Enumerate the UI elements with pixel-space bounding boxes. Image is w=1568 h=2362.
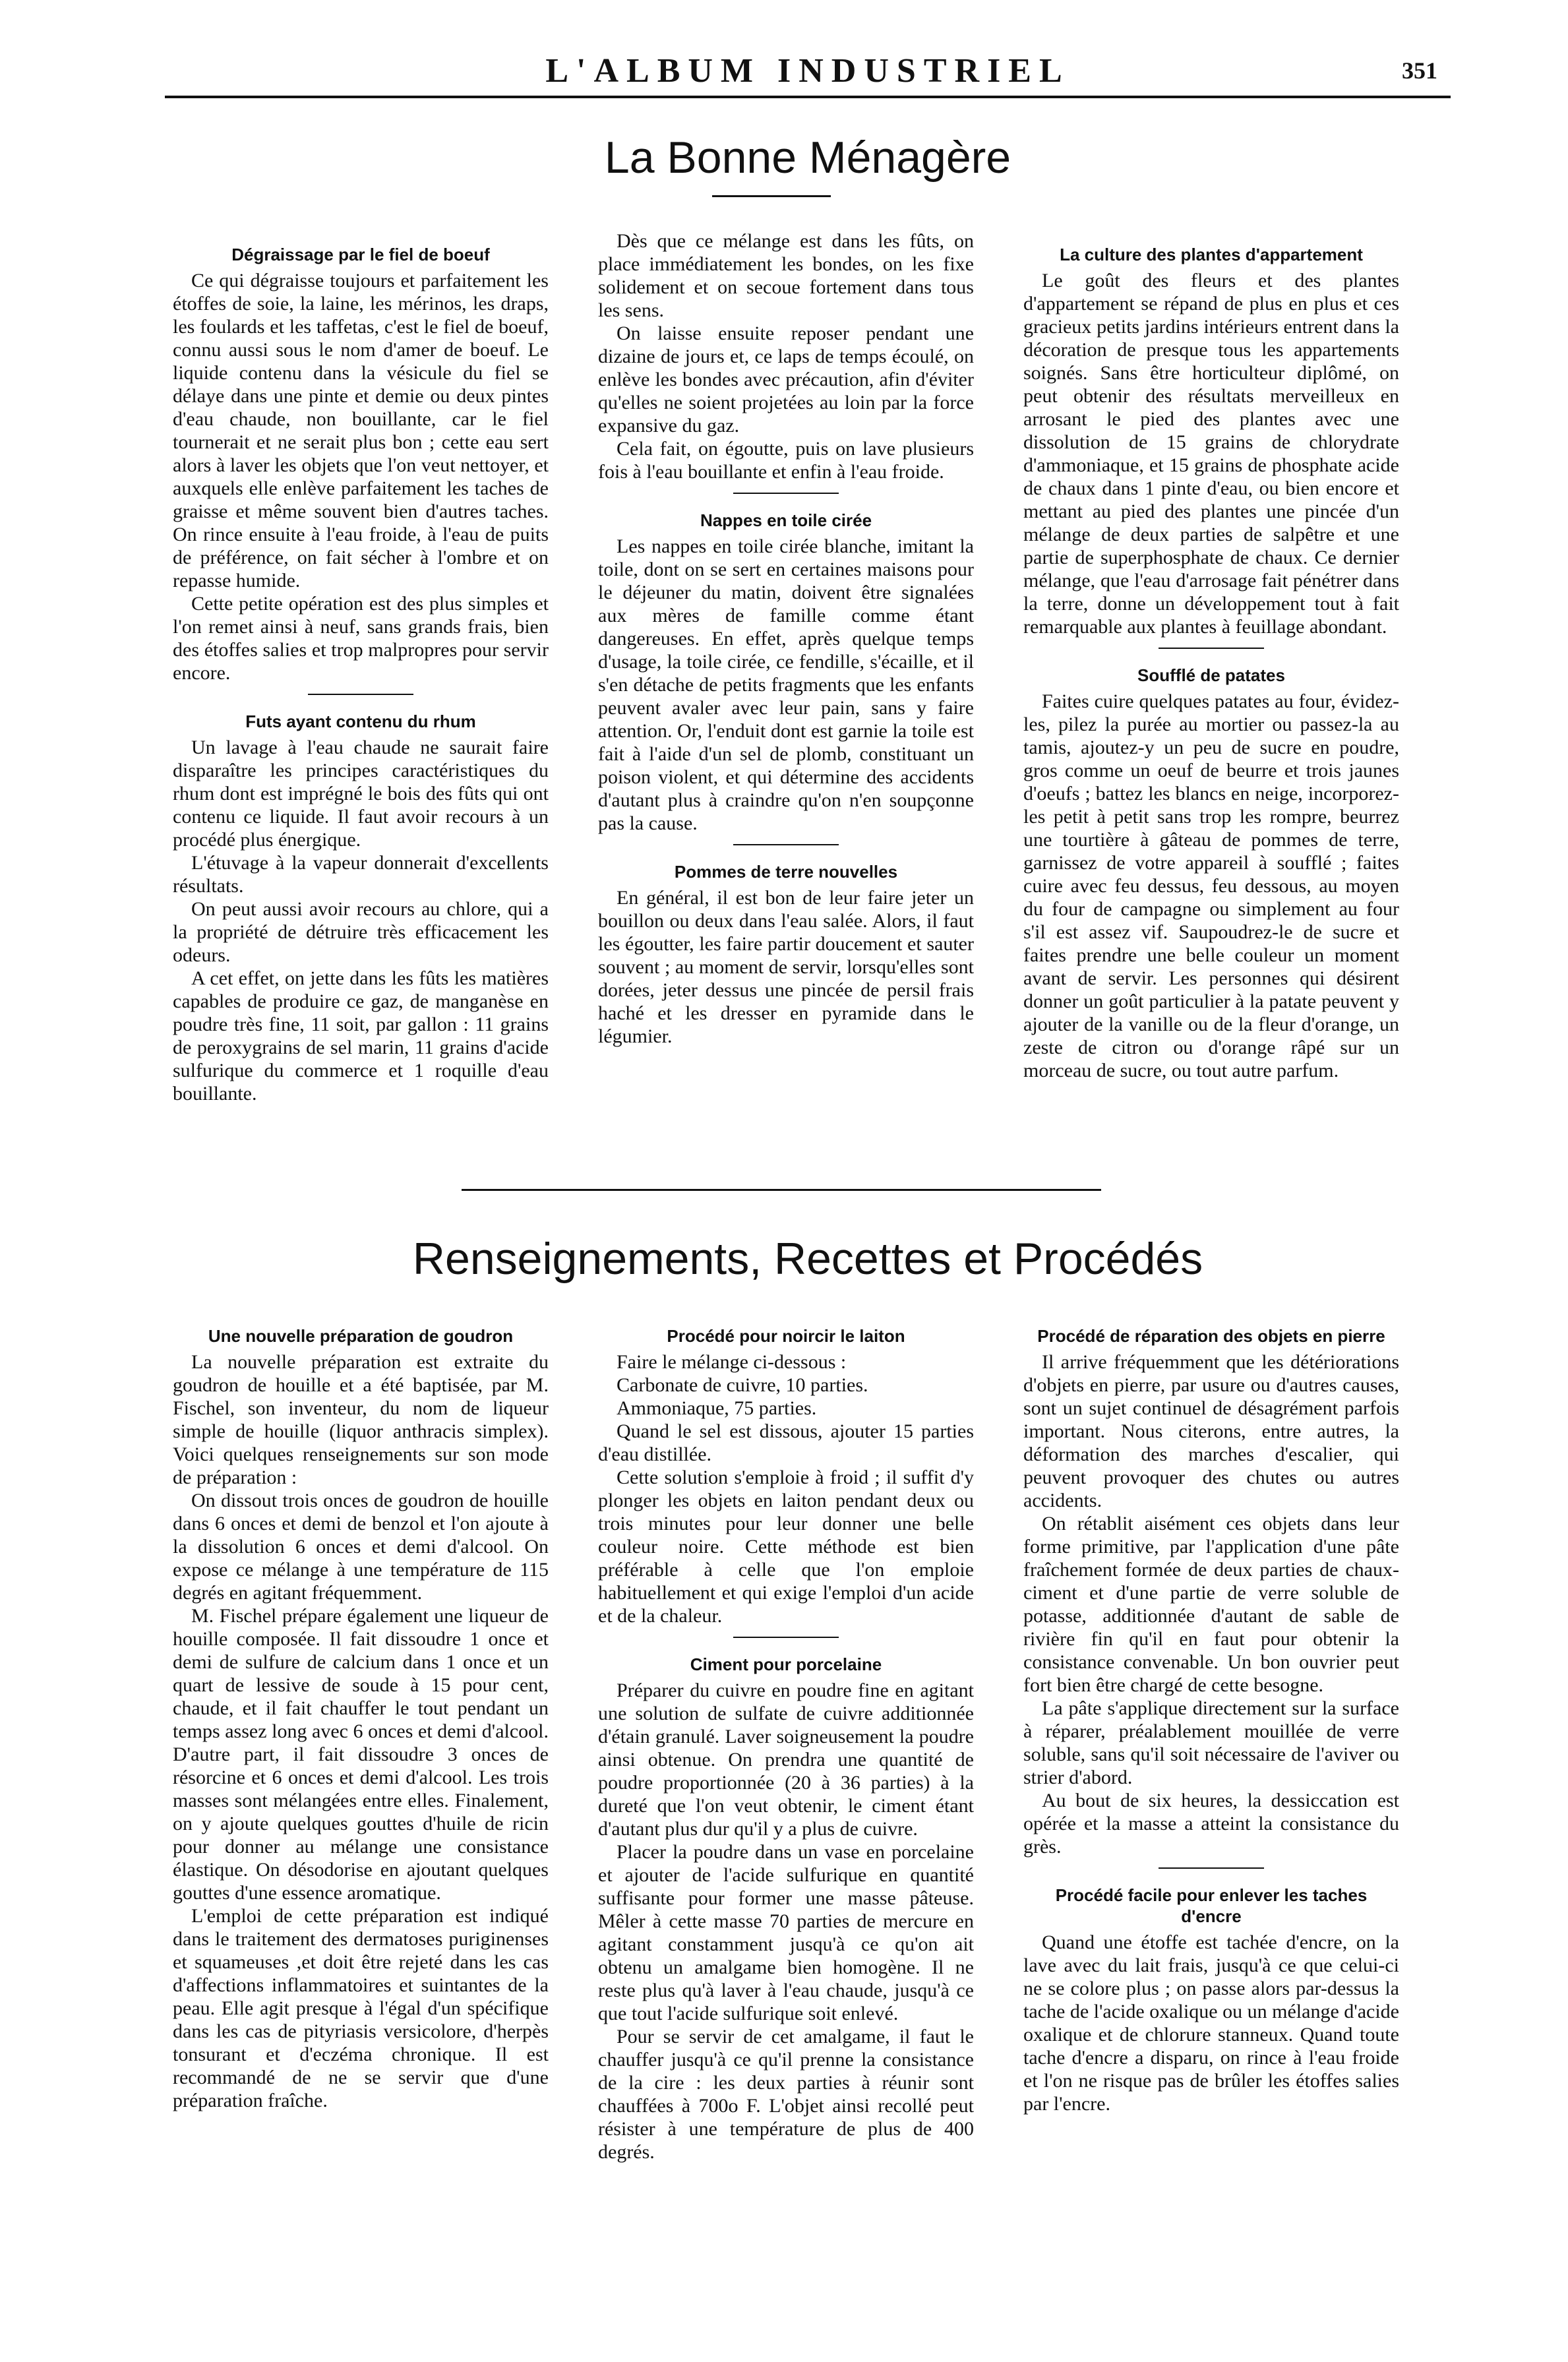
article-paragraph: Pour se servir de cet amalgame, il faut le chauffer jusqu'à ce qu'il prenne la consistance de la cire : les deux parties à réunir sont chauffées à 700o F. L'objet ainsi recollé peut résister à une température de plus de 400 degrés.: [598, 2026, 974, 2163]
article-paragraph: Ce qui dégraisse toujours et parfaitement les étoffes de soie, la laine, les mérinos, les draps, les foulards et les taffetas, c'est le fiel de boeuf, connu aussi sous le nom d'amer de boeuf. Le liquide contenu dans la vésicule du fiel se délaye dans une pinte et demie ou deux pintes d'eau chaude, non bouillante, car le fiel tournerait et ne serait plus bon ; cette eau sert alors à laver les objets que l'on veut nettoyer, et auxquels elle enlève parfaitement les taches de graisse et même souvent bien d'autres taches. On rince ensuite à l'eau froide, à l'eau de puits de préférence, on fait sécher à l'ombre et on repasse humide.: [173, 270, 549, 591]
article-paragraph: En général, il est bon de leur faire jeter un bouillon ou deux dans l'eau salée. Alors, il faut les égoutter, les faire partir doucement et sauter souvent ; au moment de servir, lorsqu'elles sont dorées, jeter dessus une pincée de persil frais haché et les dresser en pyramide dans le légumier.: [598, 887, 974, 1047]
article-paragraph: On peut aussi avoir recours au chlore, qui a la propriété de détruire très efficacement les odeurs.: [173, 898, 549, 966]
article-separator: [1159, 1867, 1264, 1869]
s2-column-2: [598, 1325, 974, 2164]
article-heading: Procédé pour noircir le laiton: [667, 1326, 905, 1346]
article-heading: Ciment pour porcelaine: [690, 1654, 882, 1674]
article-paragraph: Les nappes en toile cirée blanche, imitant la toile, dont on se sert en certaines maisons pour le déjeuner du matin, doivent être signalées aux mères de famille comme étant dangereuses. En effet, après quelque temps d'usage, la toile cirée, ce fendille, s'écaille, et il s'en détache de petits fragments que les enfants peuvent avaler avec leur pain, sans y faire attention. Or, l'enduit dont est garnie la toile est fait à l'aide d'un sel de plomb, constituant un poison violent, et qui détermine des accidents d'autant plus à craindre qu'on n'en soupçonne pas la cause.: [598, 535, 974, 834]
article-separator: [733, 1637, 839, 1638]
article-separator: [1159, 648, 1264, 649]
article-heading: Dégraissage par le fiel de boeuf: [231, 245, 490, 264]
article-paragraph: Placer la poudre dans un vase en porcelaine et ajouter de l'acide sulfurique en quantité suffisante pour former une masse pâteuse. Mêler à cette masse 70 parties de mercure en agitant constamment jusqu'à ce qu'on ait obtenu un amalgame bien homogène. Il ne reste plus qu'à laver à l'eau chaude, jusqu'à ce que tout l'acide sulfurique soit enlevé.: [598, 1841, 974, 2024]
article-heading: Soufflé de patates: [1137, 665, 1285, 685]
journal-title: L'ALBUM INDUSTRIEL: [545, 52, 1070, 90]
s2-column-3: [1023, 1325, 1399, 2115]
article-paragraph: On laisse ensuite reposer pendant une dizaine de jours et, ce laps de temps écoulé, on enlève les bondes avec précaution, afin d'éviter qu'elles ne soient projetées au loin par la force expansive du gaz.: [598, 322, 974, 437]
article-separator: [308, 694, 413, 695]
article-separator: [733, 493, 839, 494]
article-heading: La culture des plantes d'appartement: [1060, 245, 1363, 264]
s1-column-3: [1023, 244, 1399, 1082]
article-paragraph: On dissout trois onces de goudron de houille dans 6 onces et demi de benzol et l'on ajoute à la dissolution 6 onces et demi d'alcool. On expose ce mélange à une température de 115 degrés en agitant fréquemment.: [173, 1490, 549, 1604]
article-paragraph: Préparer du cuivre en poudre fine en agitant une solution de sulfate de cuivre additionnée d'étain granulé. Laver soigneusement la poudre ainsi obtenue. On prendra une quantité de poudre proportionnée (20 à 36 parties) à la dureté que l'on veut obtenir, le ciment étant d'autant plus dur qu'il y a plus de cuivre.: [598, 1680, 974, 1840]
article-heading: Pommes de terre nouvelles: [674, 862, 898, 882]
article-paragraph: Ammoniaque, 75 parties.: [617, 1397, 817, 1419]
article-paragraph: A cet effet, on jette dans les fûts les matières capables de produire ce gaz, de manganèse en poudre très fine, 11 soit, par gallon : 11 grains de peroxygrains de sel marin, 11 grains d'acide sulfurique du commerce et 1 roquille d'eau bouillante.: [173, 967, 549, 1105]
title-underline: [712, 195, 831, 197]
s2-column-1: [173, 1325, 549, 2112]
page-number: 351: [1402, 57, 1437, 84]
article-paragraph: Faites cuire quelques patates au four, évidez-les, pilez la purée au mortier ou passez-la au tamis, ajoutez-y un peu de sucre en poudre, gros comme un oeuf de beurre et trois jaunes d'oeufs ; battez les blancs en neige, incorporez-les petit à petit sans trop les rompre, beurrez une tourtière à gâteau de pommes de terre, garnissez de votre appareil à soufflé ; faites cuire avec feu dessus, feu dessous, au moyen du four de campagne ou simplement au four s'il est assez vif. Saupoudrez-le de sucre et faites prendre une belle couleur un moment avant de servir. Les personnes qui désirent donner un goût particulier à la patate peuvent y ajouter de la vanille ou de la fleur d'orange, un zeste de citron ou d'orange râpé sur un morceau de sucre, ou tout autre parfum.: [1023, 690, 1399, 1081]
article-paragraph: Un lavage à l'eau chaude ne saurait faire disparaître les principes caractéristiques du rhum dont est imprégné le bois des fûts qui ont contenu ce liquide. Il faut avoir recours à un procédé plus énergique.: [173, 737, 549, 851]
article-paragraph: Dès que ce mélange est dans les fûts, on place immédiatement les bondes, on les fixe solidement et on secoue fortement dans tous les sens.: [598, 230, 974, 321]
running-head: [165, 51, 1451, 98]
article-paragraph: La pâte s'applique directement sur la surface à réparer, préalablement mouillée de verre soluble, sans qu'il soit nécessaire de l'aviver ou strier d'abord.: [1023, 1697, 1399, 1788]
article-paragraph: L'étuvage à la vapeur donnerait d'excellents résultats.: [173, 852, 549, 897]
article-paragraph: Cette solution s'emploie à froid ; il suffit d'y plonger les objets en laiton pendant deux ou trois minutes pour leur donner une belle couleur noire. Cette méthode est bien préférable à celle que l'on emploie habituellement et qui exige l'emploi d'un acide et de la chaleur.: [598, 1467, 974, 1627]
s1-column-1: [173, 244, 549, 1105]
article-paragraph: Quand le sel est dissous, ajouter 15 parties d'eau distillée.: [598, 1420, 974, 1465]
article-paragraph: La nouvelle préparation est extraite du goudron de houille et a été baptisée, par M. Fischel, son inventeur, du nom de liqueur simple de houille (liquor anthracis simplex). Voici quelques renseignements sur son mode de préparation :: [173, 1351, 549, 1488]
article-paragraph: Carbonate de cuivre, 10 parties.: [617, 1374, 868, 1396]
article-paragraph: Au bout de six heures, la dessiccation est opérée et la masse a atteint la consistance du grès.: [1023, 1790, 1399, 1858]
article-paragraph: Cette petite opération est des plus simples et l'on remet ainsi à neuf, sans grands frais, bien des étoffes salies et trop malpropres pour servir encore.: [173, 593, 549, 684]
article-paragraph: L'emploi de cette préparation est indiqué dans le traitement des dermatoses puriginenses et squameuses ,et doit être rejeté dans les cas d'affections inflammatoires et suintantes de la peau. Elle agit presque à l'égal d'un spécifique dans les cas de pityriasis versicolore, d'herpès tonsurant et d'eczéma chronique. Il est recommandé de ne se servir que d'une préparation fraîche.: [173, 1905, 549, 2111]
article-paragraph: Il arrive fréquemment que les détériorations d'objets en pierre, par usure ou d'autres causes, sont un sujet continuel de désagrément parfois important. Nous citerons, entre autres, la déformation des marches d'escalier, qui peuvent provoquer des chutes ou autres accidents.: [1023, 1351, 1399, 1511]
article-paragraph: On rétablit aisément ces objets dans leur forme primitive, par l'application d'une pâte fraîchement formée de deux parties de chaux-ciment et d'une partie de verre soluble de potasse, additionnée d'autant de sable de rivière fin qu'il en faut pour obtenir la consistance convenable. Un bon ouvrier peut fort bien être chargé de cette besogne.: [1023, 1513, 1399, 1696]
article-paragraph: Le goût des fleurs et des plantes d'appartement se répand de plus en plus et ces gracieux petits jardins intérieurs entrent dans la décoration de presque tous les appartements soignés. Sans être horticulteur diplômé, on peut obtenir des résultats merveilleux en arrosant le pied des plantes avec une dissolution de 15 grains de chlorydrate d'ammoniaque, et 15 grains de phosphate acide de chaux dans 1 pinte d'eau, ou bien encore et mettant au pied des plantes une pincée d'un mélange de deux parties de salpêtre et une partie de superphosphate de chaux. Ce dernier mélange, que l'eau d'arrosage fait pénétrer dans la terre, donne un développement tout à fait remarquable aux plantes à feuillage abondant.: [1023, 270, 1399, 638]
article-separator: [733, 844, 839, 845]
section-title-renseignements: Renseignements, Recettes et Procédés: [412, 1234, 1203, 1284]
article-paragraph: M. Fischel prépare également une liqueur de houille composée. Il fait dissoudre 1 once et demi de sulfure de calcium dans 1 once et un quart de lessive de soude à 15 pour cent, chaude, et il fait chauffer le tout pendant un temps assez long avec 6 onces et demi d'alcool. D'autre part, il fait dissoudre 3 onces de résorcine et 6 onces et demi d'alcool. Les trois masses sont mélangées entre elles. Finalement, on y ajoute quelques gouttes d'huile de ricin pour donner au mélange une consistance élastique. On désodorise en ajoutant quelques gouttes d'une essence aromatique.: [173, 1605, 549, 1904]
section-title-bonne-menagere: La Bonne Ménagère: [604, 133, 1011, 183]
article-heading: Procédé facile pour enlever les taches d'encre: [1055, 1885, 1368, 1926]
article-heading: Nappes en toile cirée: [700, 510, 872, 530]
s1-column-2: [598, 229, 974, 1048]
article-paragraph: Quand une étoffe est tachée d'encre, on la lave avec du lait frais, jusqu'à ce que celui-ci ne se colore plus ; on passe alors par-dessus la tache de l'acide oxalique ou un mélange d'acide oxalique et de chlorure stanneux. Quand toute tache d'encre a disparu, on rince à l'eau froide et l'on ne risque pas de brûler les étoffes salies par l'encre.: [1023, 1931, 1399, 2115]
article-heading: Futs ayant contenu du rhum: [245, 712, 476, 731]
article-heading: Une nouvelle préparation de goudron: [208, 1326, 514, 1346]
article-heading: Procédé de réparation des objets en pierre: [1037, 1326, 1385, 1346]
section-divider: [462, 1189, 1101, 1191]
header-rule: [165, 96, 1451, 98]
article-paragraph: Cela fait, on égoutte, puis on lave plusieurs fois à l'eau bouillante et enfin à l'eau froide.: [598, 438, 974, 483]
article-paragraph: Faire le mélange ci-dessous :: [617, 1351, 847, 1373]
